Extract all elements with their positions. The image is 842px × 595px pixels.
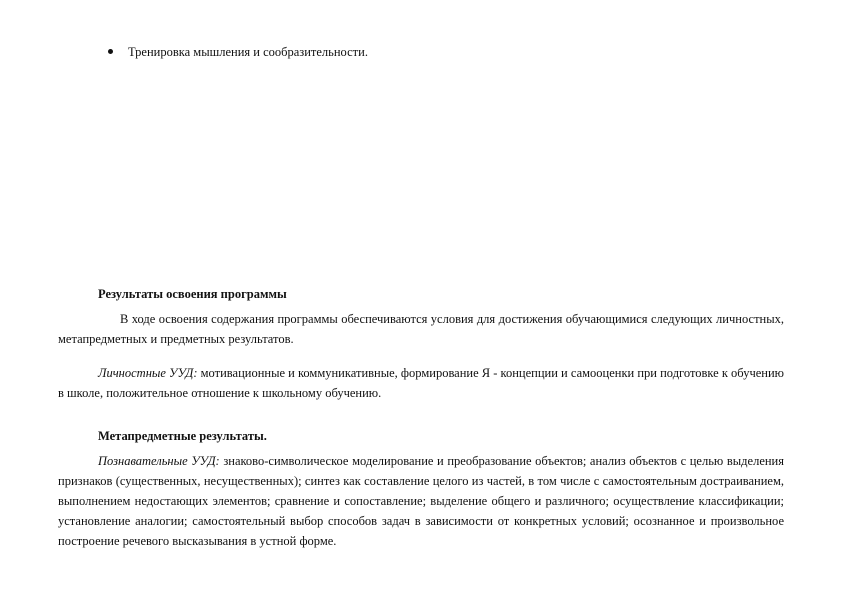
personal-uud-paragraph	[58, 363, 784, 403]
bullet-icon	[108, 49, 113, 54]
cognitive-uud-text: знаково-символическое моделирование и преобразование объектов; анализ объектов с целью выделения признаков (существенных, несущественных); синтез как составление целого из частей, в том числе с самостоятельным достраиванием, выполнением недостающих элементов; сравнение и сопоставление; выделение общего и различного; осуществление классификации; установление аналогии; самостоятельный выбор способов задач в зависимости от конкретных условий; осознанное и произвольное построение речевого высказывания в устной форме.	[58, 454, 784, 548]
bullet-text: Тренировка мышления и сообразительности.	[128, 45, 368, 59]
cognitive-uud-label: Познавательные УУД:	[98, 454, 220, 468]
personal-uud-label: Личностные УУД:	[98, 366, 198, 380]
cognitive-uud-paragraph	[58, 451, 784, 551]
section-heading-results: Результаты освоения программы	[98, 287, 287, 301]
intro-paragraph: В ходе освоения содержания программы обеспечиваются условия для достижения обучающимися следующих личностных, метапредметных и предметных результатов.	[58, 312, 784, 346]
section-heading-metasubject: Метапредметные результаты.	[98, 429, 267, 443]
bullet-list-item	[108, 44, 368, 60]
personal-uud-text: мотивационные и коммуникативные, формирование Я - концепции и самооценки при подготовке к обучению в школе, положительное отношение к школьному обучению.	[58, 366, 784, 400]
